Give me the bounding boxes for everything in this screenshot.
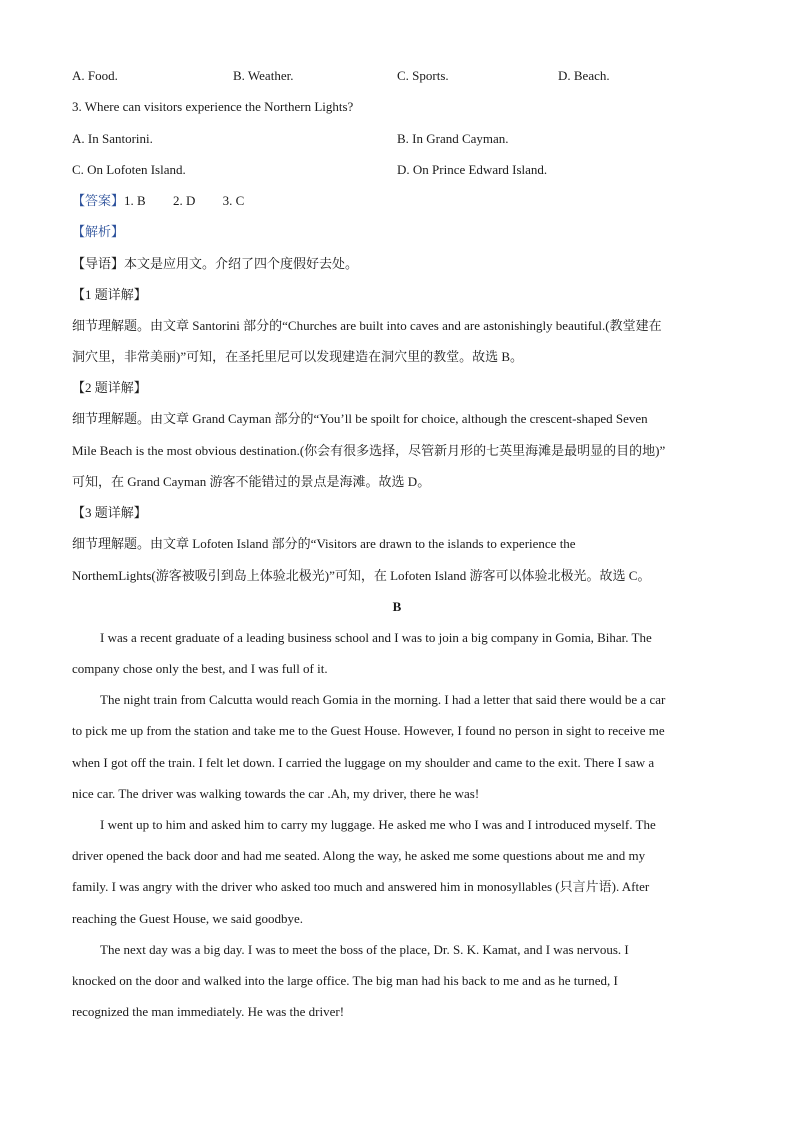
passage-p2-line-2: to pick me up from the station and take me to the Guest House. However, I found no person in sight to receive me	[72, 723, 665, 738]
q2-option-c: C. Sports.	[397, 68, 449, 83]
passage-p3-line-2: driver opened the back door and had me seated. Along the way, he asked me some questions about me and my	[72, 848, 646, 863]
detail-2-line-1: 细节理解题。由文章 Grand Cayman 部分的“You’ll be spoilt for choice, although the crescent-shaped Seven	[72, 411, 648, 426]
passage-p1-line-2: company chose only the best, and I was full of it.	[72, 661, 328, 676]
guide-text: 【导语】本文是应用文。介绍了四个度假好去处。	[72, 256, 359, 271]
detail-2-line-2: Mile Beach is the most obvious destination.(你会有很多选择，尽管新月形的七英里海滩是最明显的目的地)”	[72, 443, 666, 458]
detail-3-line-1: 细节理解题。由文章 Lofoten Island 部分的“Visitors are drawn to the islands to experience the	[72, 536, 576, 551]
q3-option-c: C. On Lofoten Island.	[72, 162, 186, 177]
section-b-title: B	[392, 599, 402, 614]
answer-2: 2. D	[172, 193, 196, 208]
detail-2-label: 【2 题详解】	[72, 380, 147, 395]
detail-2-line-3: 可知，在 Grand Cayman 游客不能错过的景点是海滩。故选 D。	[72, 474, 431, 489]
detail-3-label: 【3 题详解】	[72, 505, 147, 520]
passage-p4-line-2: knocked on the door and walked into the large office. The big man had his back to me and as he turned, I	[72, 973, 618, 988]
q3-stem: 3. Where can visitors experience the Northern Lights?	[72, 99, 354, 114]
answer-3: 3. C	[222, 193, 245, 208]
q3-option-b: B. In Grand Cayman.	[397, 131, 509, 146]
q2-option-d: D. Beach.	[558, 68, 610, 83]
passage-p4-line-3: recognized the man immediately. He was the driver!	[72, 1004, 345, 1019]
answers-label: 【答案】	[72, 193, 125, 208]
passage-p2-line-3: when I got off the train. I felt let down. I carried the luggage on my shoulder and came to the exit. There I saw a	[72, 755, 655, 770]
detail-1-line-2: 洞穴里，非常美丽)”可知，在圣托里尼可以发现建造在洞穴里的教堂。故选 B。	[72, 349, 524, 364]
passage-p3-line-3: family. I was angry with the driver who asked too much and answered him in monosyllables (只言片语). After	[72, 879, 650, 894]
passage-p3-line-1: I went up to him and asked him to carry my luggage. He asked me who I was and I introduced myself. The	[100, 817, 656, 832]
analysis-label: 【解析】	[72, 224, 125, 239]
q3-option-a: A. In Santorini.	[72, 131, 153, 146]
passage-p2-line-4: nice car. The driver was walking towards the car .Ah, my driver, there he was!	[72, 786, 480, 801]
q3-option-d: D. On Prince Edward Island.	[397, 162, 548, 177]
passage-p4-line-1: The next day was a big day. I was to meet the boss of the place, Dr. S. K. Kamat, and I was nervous. I	[100, 942, 629, 957]
answer-1: 1. B	[124, 193, 146, 208]
q2-option-a: A. Food.	[72, 68, 118, 83]
passage-p3-line-4: reaching the Guest House, we said goodbye.	[72, 911, 304, 926]
q2-option-b: B. Weather.	[233, 68, 294, 83]
passage-p1-line-1: I was a recent graduate of a leading business school and I was to join a big company in Gomia, Bihar. The	[100, 630, 652, 645]
detail-1-line-1: 细节理解题。由文章 Santorini 部分的“Churches are built into caves and are astonishingly beautiful.(教堂建在	[72, 318, 662, 333]
detail-3-line-2: NorthemLights(游客被吸引到岛上体验北极光)”可知，在 Lofoten Island 游客可以体验北极光。故选 C。	[72, 568, 651, 583]
detail-1-label: 【1 题详解】	[72, 287, 147, 302]
answers-row	[72, 191, 244, 211]
passage-p2-line-1: The night train from Calcutta would reach Gomia in the morning. I had a letter that said there would be a car	[100, 692, 666, 707]
